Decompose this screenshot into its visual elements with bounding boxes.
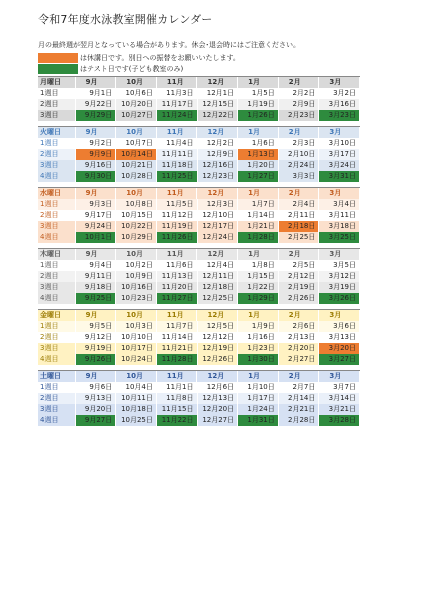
date-cell: 3月24日 (319, 160, 360, 171)
date-cell: 12月4日 (198, 260, 239, 271)
date-cell: 10月22日 (116, 221, 157, 232)
date-cell: 2月21日 (279, 404, 320, 415)
date-cell: 12月23日 (198, 171, 239, 182)
month-header: 3月 (319, 188, 360, 199)
date-cell: 10月8日 (116, 199, 157, 210)
weekday-label: 月曜日 (38, 77, 76, 88)
month-header: 2月 (279, 188, 320, 199)
date-cell: 10月29日 (116, 232, 157, 243)
week-label: 2週目 (38, 210, 76, 221)
date-cell: 2月2日 (279, 88, 320, 99)
date-cell: 2月25日 (279, 232, 320, 243)
legend-text-closed: は休講日です。別日への振替をお願いいたします。 (80, 54, 240, 62)
date-cell: 2月20日 (279, 343, 320, 354)
week-row (38, 199, 360, 210)
page-title: 令和7年度水泳教室開催カレンダー (38, 13, 213, 26)
month-header: 3月 (319, 371, 360, 382)
date-cell-closed-day: 2月18日 (279, 221, 320, 232)
month-header: 11月 (157, 188, 198, 199)
date-cell: 9月13日 (76, 393, 117, 404)
date-cell: 3月5日 (319, 260, 360, 271)
date-cell: 12月18日 (198, 282, 239, 293)
date-cell: 9月4日 (76, 260, 117, 271)
header-row (38, 310, 360, 321)
date-cell-closed-day: 10月14日 (116, 149, 157, 160)
week-row (38, 210, 360, 221)
date-cell-test-day: 9月27日 (76, 415, 117, 426)
week-row (38, 382, 360, 393)
date-cell-test-day: 1月26日 (238, 110, 279, 121)
date-cell: 12月13日 (198, 393, 239, 404)
day-block-mon (38, 76, 360, 121)
month-header: 10月 (116, 127, 157, 138)
date-cell: 10月25日 (116, 415, 157, 426)
month-header: 12月 (197, 127, 238, 138)
date-cell: 2月7日 (279, 382, 320, 393)
date-cell-test-day: 11月25日 (157, 171, 198, 182)
date-cell: 9月1日 (76, 88, 117, 99)
month-header: 12月 (197, 77, 238, 88)
date-cell: 1月24日 (238, 404, 279, 415)
date-cell: 12月22日 (198, 110, 239, 121)
date-cell: 2月27日 (279, 354, 320, 365)
month-header: 3月 (319, 310, 360, 321)
date-cell: 10月11日 (116, 393, 157, 404)
week-label: 2週目 (38, 149, 76, 160)
month-header: 9月 (76, 127, 117, 138)
date-cell: 3月14日 (319, 393, 360, 404)
month-header: 10月 (116, 371, 157, 382)
month-header: 11月 (157, 77, 198, 88)
day-block-tue (38, 126, 360, 182)
month-header: 2月 (279, 371, 320, 382)
date-cell: 9月3日 (76, 199, 117, 210)
date-cell: 3月16日 (319, 99, 360, 110)
week-row (38, 293, 360, 304)
month-header: 12月 (197, 310, 238, 321)
date-cell: 2月14日 (279, 393, 320, 404)
month-header: 3月 (319, 127, 360, 138)
week-label: 2週目 (38, 271, 76, 282)
date-cell-test-day: 1月27日 (238, 171, 279, 182)
legend-text-test: はテスト日です(子ども教室のみ) (80, 65, 184, 73)
date-cell: 2月5日 (279, 260, 320, 271)
date-cell-test-day: 11月22日 (157, 415, 198, 426)
week-label: 1週目 (38, 260, 76, 271)
date-cell: 3月12日 (319, 271, 360, 282)
weekday-label: 金曜日 (38, 310, 76, 321)
month-header: 12月 (197, 188, 238, 199)
date-cell: 10月16日 (116, 282, 157, 293)
date-cell: 10月20日 (116, 99, 157, 110)
header-row (38, 249, 360, 260)
week-label: 4週目 (38, 232, 76, 243)
date-cell: 11月6日 (157, 260, 198, 271)
date-cell: 2月12日 (279, 271, 320, 282)
date-cell: 11月8日 (157, 393, 198, 404)
date-cell: 11月5日 (157, 199, 198, 210)
date-cell: 10月17日 (116, 343, 157, 354)
date-cell: 11月12日 (157, 210, 198, 221)
date-cell: 11月3日 (157, 88, 198, 99)
day-block-fri (38, 309, 360, 365)
week-row (38, 171, 360, 182)
date-cell: 12月2日 (198, 138, 239, 149)
calendar-table (38, 76, 360, 431)
header-row (38, 127, 360, 138)
date-cell: 10月10日 (116, 332, 157, 343)
date-cell-test-day: 3月23日 (319, 110, 360, 121)
date-cell: 10月27日 (116, 110, 157, 121)
month-header: 2月 (279, 127, 320, 138)
month-header: 3月 (319, 77, 360, 88)
date-cell-test-day: 9月25日 (76, 293, 117, 304)
legend-swatch-test (38, 64, 78, 74)
date-cell: 10月4日 (116, 382, 157, 393)
month-header: 11月 (157, 127, 198, 138)
date-cell: 1月20日 (238, 160, 279, 171)
week-row (38, 260, 360, 271)
date-cell-test-day: 3月28日 (319, 415, 360, 426)
date-cell: 12月26日 (198, 354, 239, 365)
date-cell: 9月12日 (76, 332, 117, 343)
month-header: 2月 (279, 77, 320, 88)
week-label: 4週目 (38, 415, 76, 426)
date-cell: 1月15日 (238, 271, 279, 282)
date-cell: 12月24日 (198, 232, 239, 243)
date-cell: 10月21日 (116, 160, 157, 171)
date-cell: 12月19日 (198, 343, 239, 354)
week-label: 1週目 (38, 199, 76, 210)
week-row (38, 271, 360, 282)
header-row (38, 188, 360, 199)
day-block-sat (38, 370, 360, 426)
month-header: 11月 (157, 310, 198, 321)
date-cell: 10月23日 (116, 293, 157, 304)
date-cell: 2月4日 (279, 199, 320, 210)
date-cell-test-day: 11月24日 (157, 110, 198, 121)
week-label: 3週目 (38, 110, 76, 121)
date-cell: 12月17日 (198, 221, 239, 232)
date-cell: 1月14日 (238, 210, 279, 221)
month-header: 9月 (76, 77, 117, 88)
week-label: 2週目 (38, 393, 76, 404)
date-cell: 1月9日 (238, 321, 279, 332)
date-cell: 2月10日 (279, 149, 320, 160)
date-cell-test-day: 9月26日 (76, 354, 117, 365)
date-cell: 1月6日 (238, 138, 279, 149)
month-header: 10月 (116, 249, 157, 260)
month-header: 9月 (76, 249, 117, 260)
week-row (38, 404, 360, 415)
date-cell: 11月4日 (157, 138, 198, 149)
month-header: 1月 (238, 371, 279, 382)
date-cell: 3月2日 (319, 88, 360, 99)
date-cell: 11月14日 (157, 332, 198, 343)
date-cell: 12月15日 (198, 99, 239, 110)
date-cell-test-day: 3月26日 (319, 293, 360, 304)
date-cell-test-day: 3月27日 (319, 354, 360, 365)
date-cell-test-day: 3月25日 (319, 232, 360, 243)
week-row (38, 321, 360, 332)
week-row (38, 99, 360, 110)
date-cell: 1月22日 (238, 282, 279, 293)
month-header: 9月 (76, 188, 117, 199)
month-header: 10月 (116, 188, 157, 199)
weekday-label: 水曜日 (38, 188, 76, 199)
date-cell: 12月11日 (198, 271, 239, 282)
date-cell: 9月24日 (76, 221, 117, 232)
date-cell: 3月17日 (319, 149, 360, 160)
date-cell-test-day: 10月1日 (76, 232, 117, 243)
week-label: 1週目 (38, 138, 76, 149)
legend-swatch-closed (38, 53, 78, 63)
date-cell: 3月11日 (319, 210, 360, 221)
month-header: 2月 (279, 310, 320, 321)
date-cell: 10月3日 (116, 321, 157, 332)
date-cell: 9月2日 (76, 138, 117, 149)
week-row (38, 149, 360, 160)
date-cell: 10月18日 (116, 404, 157, 415)
month-header: 10月 (116, 77, 157, 88)
date-cell: 1月10日 (238, 382, 279, 393)
date-cell: 3月10日 (319, 138, 360, 149)
week-label: 3週目 (38, 221, 76, 232)
header-row (38, 77, 360, 88)
date-cell: 3月21日 (319, 404, 360, 415)
week-label: 2週目 (38, 332, 76, 343)
week-label: 1週目 (38, 321, 76, 332)
month-header: 12月 (197, 249, 238, 260)
month-header: 1月 (238, 249, 279, 260)
month-header: 9月 (76, 310, 117, 321)
date-cell-test-day: 1月28日 (238, 232, 279, 243)
date-cell: 12月9日 (198, 149, 239, 160)
date-cell: 1月8日 (238, 260, 279, 271)
week-label: 3週目 (38, 343, 76, 354)
date-cell: 12月12日 (198, 332, 239, 343)
date-cell: 9月22日 (76, 99, 117, 110)
date-cell: 11月1日 (157, 382, 198, 393)
date-cell-closed-day: 1月13日 (238, 149, 279, 160)
week-row (38, 393, 360, 404)
week-label: 1週目 (38, 88, 76, 99)
week-row (38, 354, 360, 365)
date-cell: 10月2日 (116, 260, 157, 271)
date-cell: 3月19日 (319, 282, 360, 293)
month-header: 1月 (238, 188, 279, 199)
date-cell: 12月10日 (198, 210, 239, 221)
month-header: 2月 (279, 249, 320, 260)
date-cell-test-day: 11月26日 (157, 232, 198, 243)
date-cell-test-day: 1月30日 (238, 354, 279, 365)
date-cell: 2月3日 (279, 138, 320, 149)
week-label: 1週目 (38, 382, 76, 393)
date-cell: 2月26日 (279, 293, 320, 304)
week-row (38, 88, 360, 99)
date-cell-closed-day: 3月20日 (319, 343, 360, 354)
date-cell: 10月7日 (116, 138, 157, 149)
date-cell: 11月17日 (157, 99, 198, 110)
month-header: 3月 (319, 249, 360, 260)
date-cell-test-day: 3月31日 (319, 171, 360, 182)
date-cell: 9月17日 (76, 210, 117, 221)
date-cell: 1月16日 (238, 332, 279, 343)
month-header: 12月 (197, 371, 238, 382)
day-block-wed (38, 187, 360, 243)
date-cell: 10月24日 (116, 354, 157, 365)
date-cell: 3月13日 (319, 332, 360, 343)
date-cell-test-day: 11月27日 (157, 293, 198, 304)
weekday-label: 土曜日 (38, 371, 76, 382)
notice-text: 月の最終週が翌月となっている場合があります。休会･退会時にはご注意ください。 (38, 41, 300, 49)
date-cell: 3月18日 (319, 221, 360, 232)
month-header: 10月 (116, 310, 157, 321)
date-cell: 2月19日 (279, 282, 320, 293)
date-cell-test-day: 11月28日 (157, 354, 198, 365)
date-cell: 9月6日 (76, 382, 117, 393)
month-header: 11月 (157, 371, 198, 382)
week-label: 3週目 (38, 282, 76, 293)
date-cell: 10月9日 (116, 271, 157, 282)
date-cell: 1月23日 (238, 343, 279, 354)
date-cell: 11月20日 (157, 282, 198, 293)
month-header: 1月 (238, 310, 279, 321)
date-cell: 9月20日 (76, 404, 117, 415)
date-cell: 11月18日 (157, 160, 198, 171)
week-row (38, 110, 360, 121)
week-row (38, 160, 360, 171)
day-block-thu (38, 248, 360, 304)
date-cell-test-day: 1月29日 (238, 293, 279, 304)
date-cell: 10月15日 (116, 210, 157, 221)
week-row (38, 332, 360, 343)
date-cell: 9月19日 (76, 343, 117, 354)
date-cell: 12月1日 (198, 88, 239, 99)
week-label: 4週目 (38, 171, 76, 182)
header-row (38, 371, 360, 382)
date-cell: 10月28日 (116, 171, 157, 182)
weekday-label: 火曜日 (38, 127, 76, 138)
date-cell-test-day: 9月30日 (76, 171, 117, 182)
date-cell: 2月11日 (279, 210, 320, 221)
week-row (38, 282, 360, 293)
date-cell: 2月24日 (279, 160, 320, 171)
week-row (38, 232, 360, 243)
month-header: 1月 (238, 127, 279, 138)
week-label: 3週目 (38, 404, 76, 415)
date-cell: 1月5日 (238, 88, 279, 99)
date-cell: 1月19日 (238, 99, 279, 110)
date-cell-test-day: 9月29日 (76, 110, 117, 121)
date-cell: 11月21日 (157, 343, 198, 354)
week-row (38, 138, 360, 149)
week-label: 3週目 (38, 160, 76, 171)
date-cell: 12月27日 (198, 415, 239, 426)
date-cell: 2月13日 (279, 332, 320, 343)
date-cell: 1月21日 (238, 221, 279, 232)
week-label: 2週目 (38, 99, 76, 110)
week-row (38, 415, 360, 426)
date-cell: 9月11日 (76, 271, 117, 282)
date-cell: 3月6日 (319, 321, 360, 332)
week-row (38, 343, 360, 354)
date-cell: 12月5日 (198, 321, 239, 332)
weekday-label: 木曜日 (38, 249, 76, 260)
month-header: 11月 (157, 249, 198, 260)
date-cell: 2月6日 (279, 321, 320, 332)
date-cell: 9月16日 (76, 160, 117, 171)
week-label: 4週目 (38, 354, 76, 365)
month-header: 9月 (76, 371, 117, 382)
date-cell: 11月13日 (157, 271, 198, 282)
date-cell: 11月15日 (157, 404, 198, 415)
date-cell: 11月11日 (157, 149, 198, 160)
date-cell: 3月4日 (319, 199, 360, 210)
date-cell: 12月25日 (198, 293, 239, 304)
date-cell: 11月19日 (157, 221, 198, 232)
date-cell: 1月7日 (238, 199, 279, 210)
date-cell-closed-day: 9月9日 (76, 149, 117, 160)
date-cell: 9月5日 (76, 321, 117, 332)
date-cell: 12月3日 (198, 199, 239, 210)
date-cell-test-day: 1月31日 (238, 415, 279, 426)
date-cell: 2月9日 (279, 99, 320, 110)
week-label: 4週目 (38, 293, 76, 304)
date-cell: 11月7日 (157, 321, 198, 332)
month-header: 1月 (238, 77, 279, 88)
date-cell: 12月20日 (198, 404, 239, 415)
date-cell: 2月28日 (279, 415, 320, 426)
date-cell: 2月23日 (279, 110, 320, 121)
date-cell: 3月3日 (279, 171, 320, 182)
date-cell: 10月6日 (116, 88, 157, 99)
date-cell: 1月17日 (238, 393, 279, 404)
week-row (38, 221, 360, 232)
date-cell: 3月7日 (319, 382, 360, 393)
date-cell: 12月6日 (198, 382, 239, 393)
date-cell: 12月16日 (198, 160, 239, 171)
date-cell: 9月18日 (76, 282, 117, 293)
